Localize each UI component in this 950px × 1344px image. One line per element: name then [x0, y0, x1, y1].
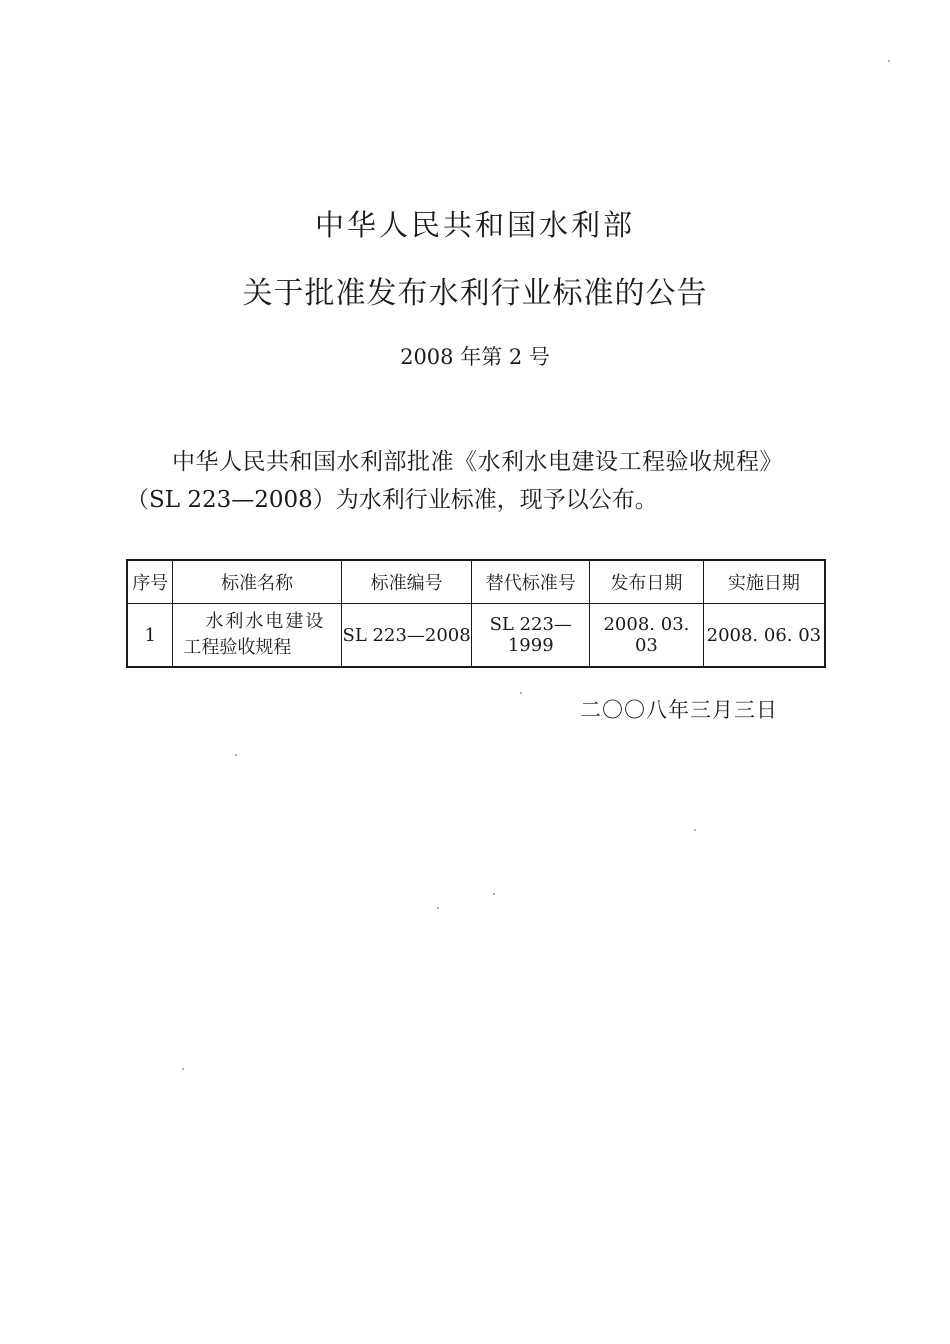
document-number: 2008 年第 2 号: [400, 345, 550, 369]
scan-speck: [694, 829, 696, 831]
table-row: [127, 604, 825, 668]
scan-speck: [437, 907, 439, 909]
announcement-body: [126, 443, 838, 519]
cell-standard-code: SL 223—2008: [341, 604, 472, 668]
body-line-2: （SL 223—2008）为水利行业标准，现予以公布。: [126, 487, 658, 513]
org-title: 中华人民共和国水利部: [314, 208, 635, 242]
cell-standard-name: [173, 604, 341, 668]
cell-issue-date: 2008. 03. 03: [590, 604, 704, 668]
scan-speck: [235, 754, 237, 756]
header-replaced-code: 替代标准号: [472, 560, 590, 604]
scan-speck: [182, 1068, 184, 1070]
standard-name-line-2: 工程验收规程: [183, 637, 292, 658]
announcement-title: 关于批准发布水利行业标准的公告: [242, 276, 708, 311]
header-effective-date: 实施日期: [703, 560, 825, 604]
cell-effective-date: 2008. 06. 03: [703, 604, 825, 668]
header-index: 序号: [127, 560, 173, 604]
standard-name-line-1: 水利水电建设: [205, 611, 326, 632]
header-standard-name: 标准名称: [173, 560, 341, 604]
header-issue-date: 发布日期: [590, 560, 704, 604]
signing-date: 二〇〇八年三月三日: [580, 698, 778, 722]
scan-speck: [520, 692, 522, 694]
scan-speck: [888, 60, 890, 62]
table-header-row: [127, 560, 825, 604]
scan-speck: [493, 893, 495, 895]
standards-table: [126, 559, 826, 668]
cell-replaced-code: SL 223—1999: [472, 604, 590, 668]
header-standard-code: 标准编号: [341, 560, 472, 604]
body-line-1: 中华人民共和国水利部批准《水利水电建设工程验收规程》: [172, 449, 783, 475]
cell-index: 1: [127, 604, 173, 668]
